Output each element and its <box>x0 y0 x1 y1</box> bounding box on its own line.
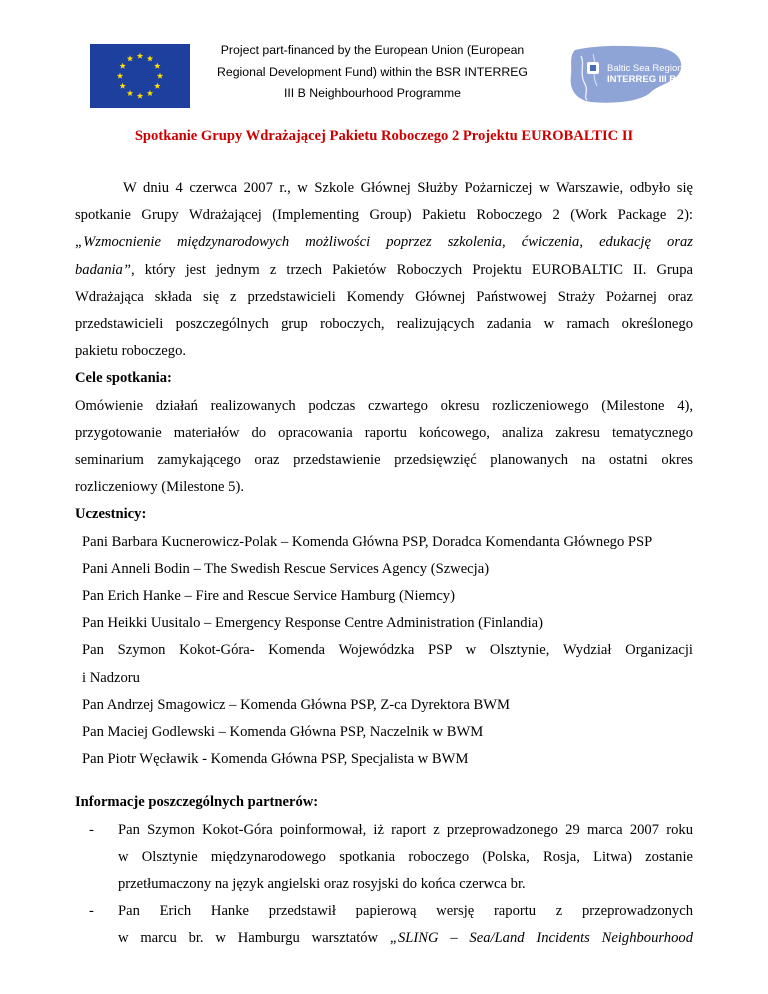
intro-line: spotkanie Grupy Wdrażającej (Implementing Group) Pakietu Roboczego 2 (Work Package 2): <box>75 207 693 224</box>
participant-item: Pan Heikki Uusitalo – Emergency Response Centre Administration (Finlandia) <box>82 615 543 632</box>
funding-line: III B Neighbourhood Programme <box>283 86 462 100</box>
participant-item: Pan Szymon Kokot-Góra- Komenda Wojewódzka PSP w Olsztynie, Wydział Organizacji <box>82 642 693 659</box>
bsr-logo-title: Baltic Sea Region <box>607 63 683 74</box>
goals-line: seminarium zamykającego oraz przedstawienie przedsięwzięć planowanych na ostatni okres <box>75 452 693 469</box>
partner-info-line: w Olsztynie międzynarodowego spotkania roboczego (Polska, Rosja, Litwa) zostanie <box>118 848 693 865</box>
goals-heading: Cele spotkania: <box>75 370 172 387</box>
funding-statement <box>195 40 550 105</box>
intro-line: Wdrażająca składa się z przedstawicieli Komendy Głównej Państwowej Straży Pożarnej oraz <box>75 288 693 305</box>
participant-item: i Nadzoru <box>82 669 140 686</box>
participants-heading: Uczestnicy: <box>75 506 147 523</box>
participant-item: Pan Andrzej Smagowicz – Komenda Główna PSP, Z-ca Dyrektora BWM <box>82 696 510 713</box>
partner-info-line: w marcu br. w Hamburgu warsztatów „SLING – Sea/Land Incidents Neighbourhood <box>118 930 693 947</box>
italic-text: „SLING – Sea/Land Incidents Neighbourhood <box>389 930 693 947</box>
document-body <box>75 150 693 953</box>
funding-line: Regional Development Fund) within the BSR INTERREG <box>217 64 528 79</box>
document-header <box>0 0 768 110</box>
participant-item: Pan Piotr Węcławik - Komenda Główna PSP, Specjalista w BWM <box>82 751 469 768</box>
partner-info-line: Pan Szymon Kokot-Góra poinformował, iż raport z przeprowadzonego 29 marca 2007 roku <box>118 821 693 838</box>
partner-info-item <box>75 817 693 899</box>
eu-flag-icon <box>90 44 190 108</box>
intro-line: badania”, który jest jednym z trzech Pakietów Roboczych Projektu EUROBALTIC II. Grupa <box>75 261 693 278</box>
participant-item: Pani Anneli Bodin – The Swedish Rescue Services Agency (Szwecja) <box>82 560 490 577</box>
intro-line: „Wzmocnienie międzynarodowych możliwości poprzez szkolenia, ćwiczenia, edukację oraz <box>75 234 693 251</box>
intro-line: przedstawicieli poszczególnych grup roboczych, realizujących zadania w ramach określonego <box>75 316 693 333</box>
partner-info-line: Pan Erich Hanke przedstawił papierową wersję raportu z przeprowadzonych <box>118 903 693 920</box>
participant-item: Pani Barbara Kucnerowicz-Polak – Komenda Główna PSP, Doradca Komendanta Głównego PSP <box>82 533 653 550</box>
participant-item: Pan Maciej Godlewski – Komenda Główna PSP, Naczelnik w BWM <box>82 724 484 741</box>
partners-heading: Informacje poszczególnych partnerów: <box>75 794 319 811</box>
goals-line: Omówienie działań realizowanych podczas czwartego okresu rozliczeniowego (Milestone 4), <box>75 397 693 414</box>
participant-item: Pan Erich Hanke – Fire and Rescue Service Hamburg (Niemcy) <box>82 588 455 605</box>
list-dash: - <box>89 821 94 838</box>
bsr-logo-subtitle: INTERREG III B <box>607 74 677 85</box>
intro-line: pakietu roboczego. <box>75 343 187 360</box>
partner-info-line: przetłumaczony na język angielski oraz rosyjski do końca czerwca br. <box>118 876 526 893</box>
goals-line: przygotowanie materiałów do opracowania raportu końcowego, analiza zakresu tematycznego <box>75 424 693 441</box>
list-dash: - <box>89 903 94 920</box>
goals-line: rozliczeniowy (Milestone 5). <box>75 479 244 496</box>
funding-line: Project part-financed by the European Union (European <box>220 43 525 57</box>
intro-line: W dniu 4 czerwca 2007 r., w Szkole Głównej Służby Pożarniczej w Warszawie, odbyło się <box>123 180 693 196</box>
italic-text: badania” <box>75 261 131 278</box>
partner-info-item <box>75 898 693 952</box>
baltic-sea-region-logo <box>567 44 687 108</box>
document-title: Spotkanie Grupy Wdrażającej Pakietu Roboczego 2 Projektu EUROBALTIC II <box>134 128 634 144</box>
